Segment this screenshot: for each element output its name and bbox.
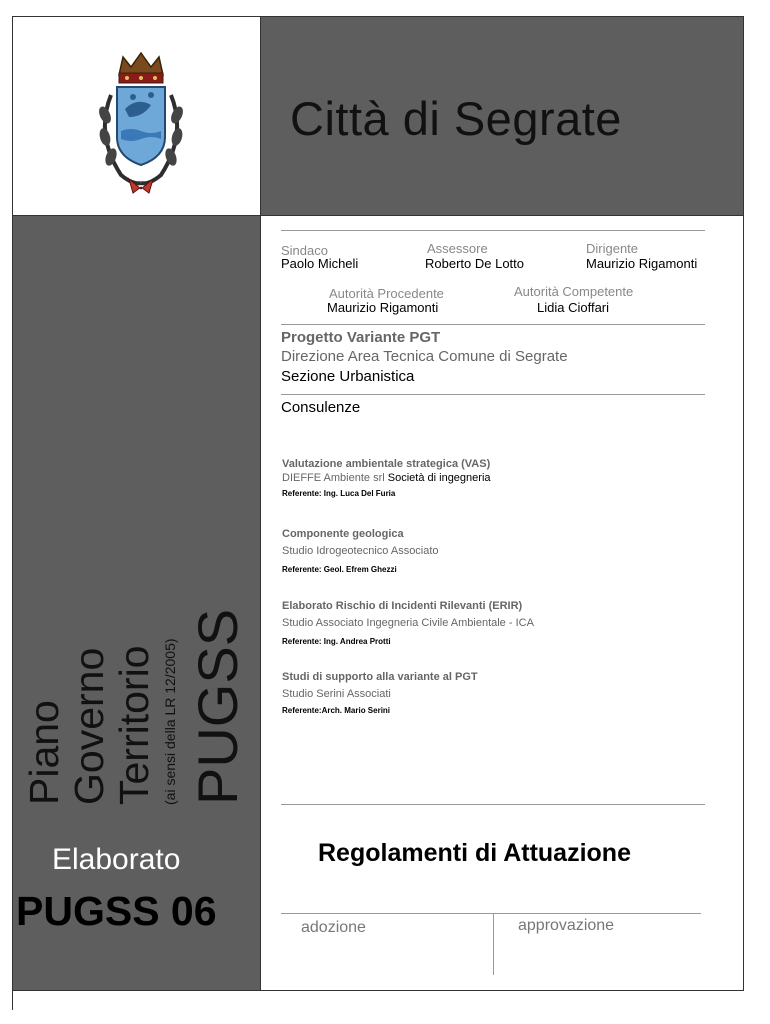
plan-acronym: PUGSS bbox=[186, 608, 249, 805]
city-title: Città di Segrate bbox=[290, 92, 622, 145]
divider bbox=[281, 804, 705, 805]
approval-label: approvazione bbox=[518, 917, 615, 934]
consulenza-firm-name: Studio Serini Associati bbox=[282, 688, 391, 700]
consulenza-referent: Referente: Ing. Luca Del Furia bbox=[282, 489, 396, 498]
competente-name: Lidia Cioffari bbox=[537, 300, 610, 315]
document-title: Regolamenti di Attuazione bbox=[318, 839, 631, 867]
assessore-name: Roberto De Lotto bbox=[425, 256, 525, 271]
city-crest-icon bbox=[81, 45, 201, 195]
procedente-role: Autorità Procedente bbox=[329, 286, 444, 301]
consulenza-firm-extra: Società di ingegneria bbox=[387, 472, 491, 484]
procedente-name: Maurizio Rigamonti bbox=[327, 300, 439, 315]
plan-title-line1: Piano bbox=[21, 700, 67, 805]
consulenza-referent: Referente: Geol. Efrem Ghezzi bbox=[282, 565, 397, 574]
sindaco-name: Paolo Micheli bbox=[281, 256, 359, 271]
consulenze-heading: Consulenze bbox=[281, 399, 361, 416]
project-direction: Direzione Area Tecnica Comune di Segrate bbox=[281, 348, 568, 365]
consulenza-title: Elaborato Rischio di Incidenti Rilevanti (ERIR) bbox=[282, 600, 523, 612]
consulenza-referent: Referente: Ing. Andrea Protti bbox=[282, 637, 391, 646]
consulenza-firm bbox=[282, 472, 491, 485]
plan-legal-note: (ai sensi della LR 12/2005) bbox=[162, 638, 178, 805]
consulenza-title: Componente geologica bbox=[282, 528, 404, 540]
consulenza-firm-name: Studio Associato Ingegneria Civile Ambientale - ICA bbox=[282, 617, 534, 629]
elaborato-label: Elaborato bbox=[52, 843, 181, 876]
divider bbox=[281, 394, 705, 395]
consulenza-firm-name: DIEFFE Ambiente srl bbox=[282, 472, 385, 484]
project-section: Sezione Urbanistica bbox=[281, 368, 415, 385]
elaborato-code: PUGSS 06 bbox=[16, 888, 217, 934]
divider bbox=[281, 913, 701, 914]
consulenza-title: Studi di supporto alla variante al PGT bbox=[282, 671, 478, 683]
bottom-rule bbox=[12, 990, 13, 1010]
competente-role: Autorità Competente bbox=[514, 284, 634, 299]
crest-panel bbox=[12, 16, 261, 216]
sindaco-role: Sindaco bbox=[281, 243, 328, 258]
project-title: Progetto Variante PGT bbox=[281, 329, 441, 346]
dirigente-role: Dirigente bbox=[586, 241, 639, 256]
approval-divider bbox=[493, 913, 494, 975]
consulenza-firm-name: Studio Idrogeotecnico Associato bbox=[282, 545, 439, 557]
adoption-label: adozione bbox=[301, 919, 366, 936]
plan-title-line3: Territorio bbox=[111, 645, 157, 805]
dirigente-name: Maurizio Rigamonti bbox=[586, 256, 698, 271]
plan-title-line2: Governo bbox=[66, 647, 112, 805]
consulenza-referent: Referente:Arch. Mario Serini bbox=[282, 706, 391, 715]
divider bbox=[281, 230, 705, 231]
assessore-role: Assessore bbox=[427, 241, 488, 256]
divider bbox=[281, 324, 705, 325]
consulenza-title: Valutazione ambientale strategica (VAS) bbox=[282, 458, 491, 470]
